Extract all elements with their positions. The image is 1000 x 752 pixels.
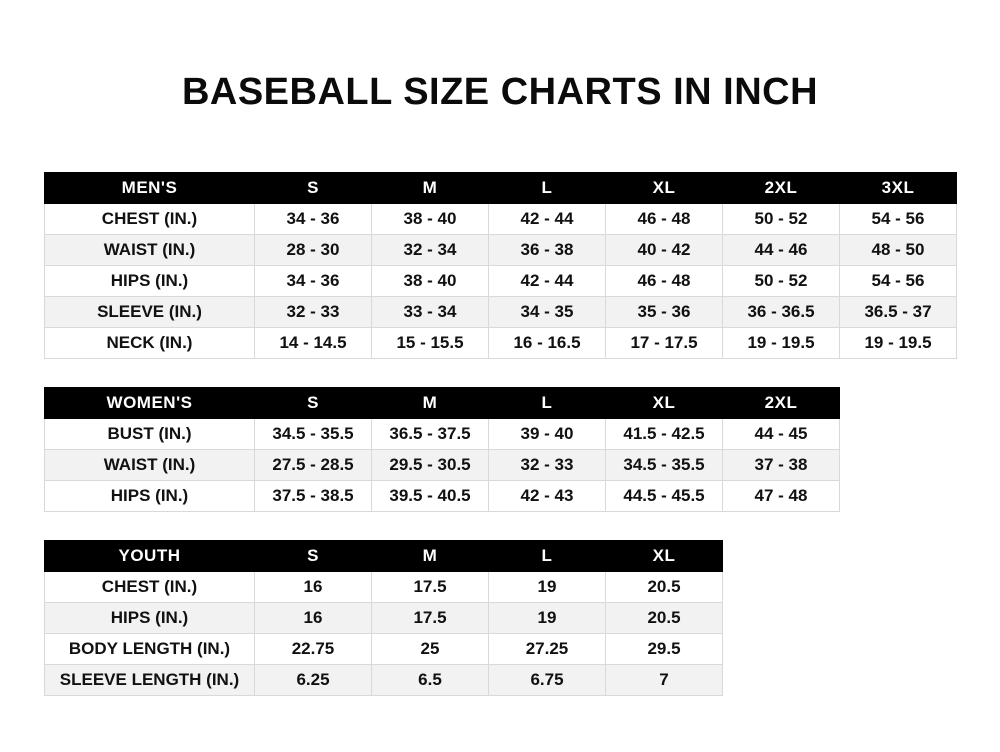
- table-header-row: [45, 387, 840, 418]
- youth-chest-m: 17.5: [372, 571, 489, 602]
- womens-bust-2xl: 44 - 45: [723, 418, 840, 449]
- mens-waist-3xl: 48 - 50: [840, 234, 957, 265]
- mens-header-3xl: 3XL: [840, 172, 957, 203]
- mens-chest-3xl: 54 - 56: [840, 203, 957, 234]
- mens-hips-3xl: 54 - 56: [840, 265, 957, 296]
- table-row: [45, 664, 723, 695]
- youth-hips-l: 19: [489, 602, 606, 633]
- womens-waist-xl: 34.5 - 35.5: [606, 449, 723, 480]
- womens-size-table: [44, 387, 840, 512]
- womens-header-2xl: 2XL: [723, 387, 840, 418]
- mens-waist-2xl: 44 - 46: [723, 234, 840, 265]
- womens-bust-m: 36.5 - 37.5: [372, 418, 489, 449]
- womens-hips-s: 37.5 - 38.5: [255, 480, 372, 511]
- mens-waist-m: 32 - 34: [372, 234, 489, 265]
- mens-hips-m: 38 - 40: [372, 265, 489, 296]
- mens-neck-s: 14 - 14.5: [255, 327, 372, 358]
- mens-sleeve-s: 32 - 33: [255, 296, 372, 327]
- mens-size-table: [44, 172, 957, 359]
- womens-header-xl: XL: [606, 387, 723, 418]
- mens-row-label-sleeve: SLEEVE (IN.): [45, 296, 255, 327]
- youth-chest-xl: 20.5: [606, 571, 723, 602]
- youth-header-m: M: [372, 540, 489, 571]
- youth-chest-s: 16: [255, 571, 372, 602]
- mens-chest-l: 42 - 44: [489, 203, 606, 234]
- womens-header-l: L: [489, 387, 606, 418]
- youth-sleeve-length-m: 6.5: [372, 664, 489, 695]
- womens-waist-l: 32 - 33: [489, 449, 606, 480]
- mens-sleeve-m: 33 - 34: [372, 296, 489, 327]
- womens-row-label-waist: WAIST (IN.): [45, 449, 255, 480]
- table-row: [45, 265, 957, 296]
- mens-neck-2xl: 19 - 19.5: [723, 327, 840, 358]
- youth-sleeve-length-l: 6.75: [489, 664, 606, 695]
- page-title: BASEBALL SIZE CHARTS IN INCH: [181, 71, 819, 113]
- youth-header-s: S: [255, 540, 372, 571]
- mens-neck-l: 16 - 16.5: [489, 327, 606, 358]
- mens-hips-xl: 46 - 48: [606, 265, 723, 296]
- table-row: [45, 602, 723, 633]
- table-header-row: [45, 540, 723, 571]
- mens-row-label-hips: HIPS (IN.): [45, 265, 255, 296]
- table-row: [45, 296, 957, 327]
- womens-hips-xl: 44.5 - 45.5: [606, 480, 723, 511]
- womens-hips-l: 42 - 43: [489, 480, 606, 511]
- youth-body-length-s: 22.75: [255, 633, 372, 664]
- womens-header-m: M: [372, 387, 489, 418]
- youth-hips-s: 16: [255, 602, 372, 633]
- youth-row-label-hips: HIPS (IN.): [45, 602, 255, 633]
- womens-hips-2xl: 47 - 48: [723, 480, 840, 511]
- mens-waist-l: 36 - 38: [489, 234, 606, 265]
- youth-row-label-sleeve-length: SLEEVE LENGTH (IN.): [45, 664, 255, 695]
- womens-header-category: WOMEN'S: [45, 387, 255, 418]
- mens-sleeve-l: 34 - 35: [489, 296, 606, 327]
- youth-hips-m: 17.5: [372, 602, 489, 633]
- mens-header-2xl: 2XL: [723, 172, 840, 203]
- mens-hips-s: 34 - 36: [255, 265, 372, 296]
- mens-chest-m: 38 - 40: [372, 203, 489, 234]
- womens-bust-xl: 41.5 - 42.5: [606, 418, 723, 449]
- youth-header-category: YOUTH: [45, 540, 255, 571]
- table-row: [45, 571, 723, 602]
- youth-row-label-chest: CHEST (IN.): [45, 571, 255, 602]
- womens-row-label-hips: HIPS (IN.): [45, 480, 255, 511]
- youth-header-xl: XL: [606, 540, 723, 571]
- table-row: [45, 203, 957, 234]
- mens-neck-xl: 17 - 17.5: [606, 327, 723, 358]
- womens-waist-2xl: 37 - 38: [723, 449, 840, 480]
- table-row: [45, 234, 957, 265]
- table-header-row: [45, 172, 957, 203]
- mens-neck-3xl: 19 - 19.5: [840, 327, 957, 358]
- womens-hips-m: 39.5 - 40.5: [372, 480, 489, 511]
- table-row: [45, 633, 723, 664]
- youth-chest-l: 19: [489, 571, 606, 602]
- youth-body-length-xl: 29.5: [606, 633, 723, 664]
- table-row: [45, 418, 840, 449]
- womens-header-s: S: [255, 387, 372, 418]
- table-row: [45, 327, 957, 358]
- mens-hips-2xl: 50 - 52: [723, 265, 840, 296]
- mens-header-xl: XL: [606, 172, 723, 203]
- mens-chest-s: 34 - 36: [255, 203, 372, 234]
- mens-row-label-waist: WAIST (IN.): [45, 234, 255, 265]
- mens-neck-m: 15 - 15.5: [372, 327, 489, 358]
- womens-waist-s: 27.5 - 28.5: [255, 449, 372, 480]
- youth-sleeve-length-xl: 7: [606, 664, 723, 695]
- youth-hips-xl: 20.5: [606, 602, 723, 633]
- mens-header-l: L: [489, 172, 606, 203]
- mens-sleeve-xl: 35 - 36: [606, 296, 723, 327]
- womens-bust-s: 34.5 - 35.5: [255, 418, 372, 449]
- youth-body-length-m: 25: [372, 633, 489, 664]
- youth-header-l: L: [489, 540, 606, 571]
- mens-sleeve-3xl: 36.5 - 37: [840, 296, 957, 327]
- mens-chest-xl: 46 - 48: [606, 203, 723, 234]
- mens-hips-l: 42 - 44: [489, 265, 606, 296]
- youth-body-length-l: 27.25: [489, 633, 606, 664]
- mens-header-m: M: [372, 172, 489, 203]
- mens-row-label-chest: CHEST (IN.): [45, 203, 255, 234]
- size-charts-container: [0, 172, 1000, 696]
- womens-waist-m: 29.5 - 30.5: [372, 449, 489, 480]
- mens-header-category: MEN'S: [45, 172, 255, 203]
- youth-size-table: [44, 540, 723, 696]
- youth-row-label-body-length: BODY LENGTH (IN.): [45, 633, 255, 664]
- mens-waist-xl: 40 - 42: [606, 234, 723, 265]
- mens-chest-2xl: 50 - 52: [723, 203, 840, 234]
- table-row: [45, 480, 840, 511]
- mens-header-s: S: [255, 172, 372, 203]
- womens-row-label-bust: BUST (IN.): [45, 418, 255, 449]
- mens-waist-s: 28 - 30: [255, 234, 372, 265]
- youth-sleeve-length-s: 6.25: [255, 664, 372, 695]
- mens-sleeve-2xl: 36 - 36.5: [723, 296, 840, 327]
- mens-row-label-neck: NECK (IN.): [45, 327, 255, 358]
- womens-bust-l: 39 - 40: [489, 418, 606, 449]
- table-row: [45, 449, 840, 480]
